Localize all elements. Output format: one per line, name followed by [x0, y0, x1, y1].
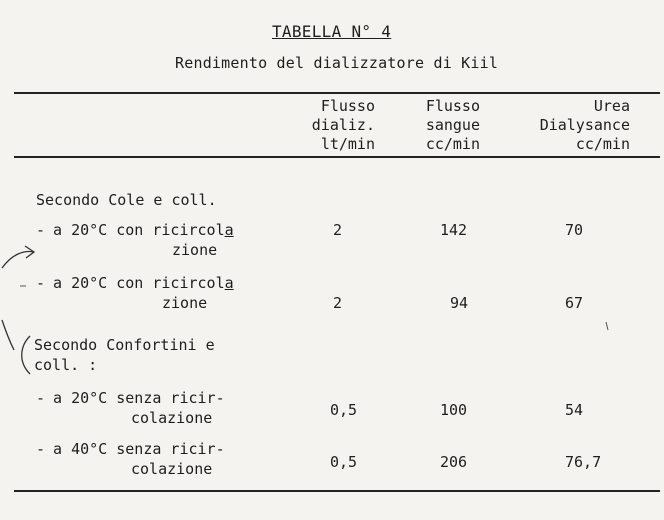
cell-urea: 67: [565, 294, 584, 312]
header-line: sangue: [425, 116, 480, 134]
cell-flusso-sangue: 206: [440, 453, 468, 471]
row-label-cont: colazione: [131, 460, 213, 478]
row-dash: -: [36, 389, 46, 407]
annotation-stroke: [2, 320, 14, 350]
row-dash: -: [36, 221, 46, 239]
row-dash: -: [36, 440, 46, 458]
cell-flusso-dializ: 0,5: [330, 401, 358, 419]
cell-flusso-sangue: 100: [440, 401, 468, 419]
annotation-tick: [606, 322, 608, 330]
group-heading-confortini: Secondo Confortini e: [34, 336, 215, 354]
cell-flusso-dializ: 0,5: [330, 453, 358, 471]
table-subtitle: Rendimento del dializzatore di Kiil: [175, 54, 499, 72]
header-line: dializ.: [311, 116, 375, 134]
row-label-text: a 20°C senza ricir-: [53, 389, 225, 407]
annotation-curve: [2, 252, 34, 268]
cell-flusso-dializ: 2: [333, 221, 343, 239]
cell-urea: 54: [565, 401, 584, 419]
row-label-underlined: a: [224, 221, 234, 239]
group-heading-confortini-cont: coll. :: [34, 356, 98, 374]
row-label-cont: colazione: [131, 409, 213, 427]
row-label-text: a 20°C con ricircol: [53, 221, 225, 239]
table-title: TABELLA N° 4: [272, 22, 392, 41]
row-label-cont: zione: [172, 241, 218, 259]
row-label-underlined: a: [224, 274, 234, 292]
cell-urea: 76,7: [565, 453, 602, 471]
annotation-bracket: [22, 336, 30, 374]
header-line: Urea: [593, 97, 630, 115]
cell-flusso-dializ: 2: [333, 294, 343, 312]
header-line: cc/min: [425, 135, 480, 153]
group-heading-cole: Secondo Cole e coll.: [36, 191, 217, 209]
row-label-text: a 40°C senza ricir-: [53, 440, 225, 458]
cell-flusso-sangue: 94: [450, 294, 469, 312]
cell-flusso-sangue: 142: [440, 221, 468, 239]
cell-urea: 70: [565, 221, 584, 239]
header-line: lt/min: [320, 135, 375, 153]
header-line: cc/min: [575, 135, 630, 153]
row-dash: -: [36, 274, 46, 292]
row-label-text: a 20°C con ricircol: [53, 274, 225, 292]
header-line: Flusso: [425, 97, 480, 115]
header-line: Dialysance: [539, 116, 630, 134]
header-line: Flusso: [320, 97, 375, 115]
row-label-cont: zione: [162, 294, 208, 312]
